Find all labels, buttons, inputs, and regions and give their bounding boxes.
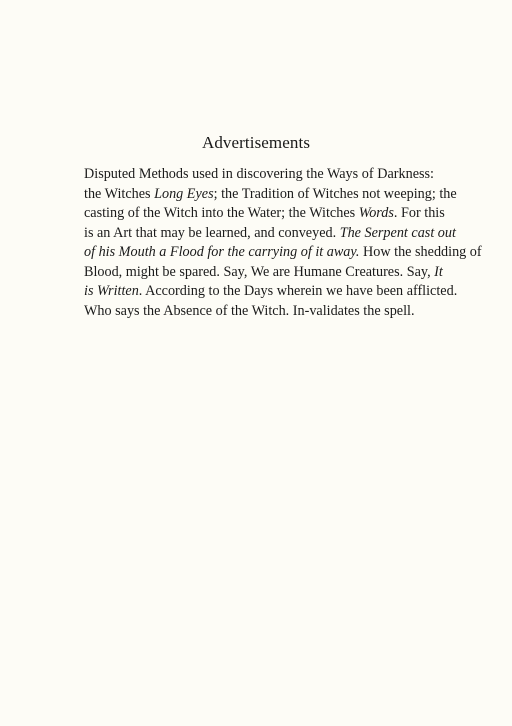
italic-span: is Written [84, 283, 139, 299]
italic-span: The Serpent cast out [339, 224, 456, 241]
text-span: the Witches [84, 185, 155, 202]
text-line-6 [84, 263, 443, 283]
text-span: is an Art that may be learned, and conveyed. [84, 224, 340, 241]
text-span: . According to the Days wherein we have been afflicted. [138, 283, 458, 299]
italic-span: of his Mouth a Flood for the carrying of it away. [84, 244, 360, 260]
text-span: . For this [393, 205, 445, 221]
italic-span: Long Eyes [154, 185, 214, 202]
text-span: Disputed Methods used in discovering the Ways of Darkness: [84, 166, 434, 182]
text-span: casting of the Witch into the Water; the Witches [84, 205, 359, 221]
text-line-5 [84, 243, 482, 263]
italic-span: It [434, 263, 443, 280]
text-span: Blood, might be spared. Say, We are Humane Creatures. Say, [84, 263, 435, 280]
text-span: ; the Tradition of Witches not weeping; the [213, 185, 457, 202]
text-line-1 [84, 165, 434, 185]
text-line-7 [84, 282, 458, 302]
page-title: Advertisements [201, 133, 311, 152]
text-line-8 [84, 302, 434, 322]
text-span: How the shedding of [359, 244, 482, 260]
italic-span: Words [358, 205, 394, 221]
text-line-3 [84, 204, 445, 224]
body-paragraph [84, 165, 482, 321]
text-line-2 [84, 185, 457, 205]
text-span: Who says the Absence of the Witch. In-validates the spell. [84, 302, 415, 319]
text-line-4 [84, 224, 456, 244]
